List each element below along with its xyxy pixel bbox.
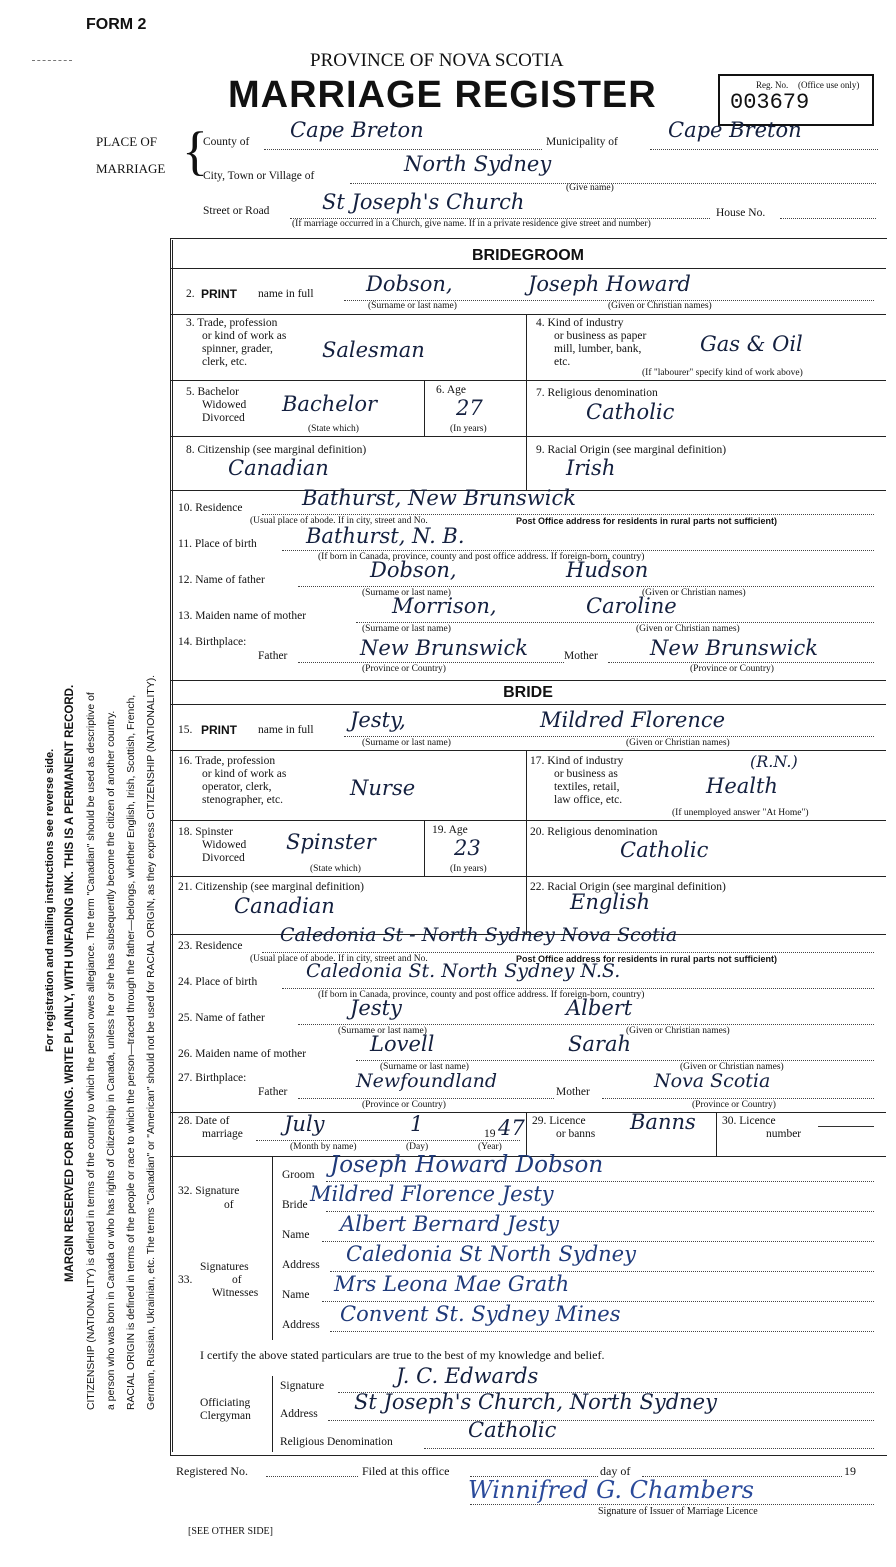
field-33-line-3: Witnesses: [212, 1287, 259, 1299]
sidebar-racial-1: RACIAL ORIGIN is defined in terms of the people or race to which the person—traced through the father—belongs, whether English, Irish, Scottish, French,: [126, 694, 137, 1410]
groom-given: Joseph Howard: [528, 272, 691, 296]
field-22-label: 22. Racial Origin (see marginal definition): [530, 881, 726, 893]
groom-father-birthplace: New Brunswick: [360, 636, 528, 660]
witness-1-address-label: Address: [282, 1259, 320, 1271]
field-19-label: 19. Age: [432, 824, 468, 836]
issuer-caption: Signature of Issuer of Marriage Licence: [598, 1506, 758, 1517]
bride-age: 23: [454, 836, 481, 860]
province-heading: PROVINCE OF NOVA SCOTIA: [310, 50, 564, 71]
field-11-caption: (If born in Canada, province, county and post office address. If foreign-born, country): [318, 552, 645, 562]
witness-1-name: Albert Bernard Jesty: [340, 1212, 559, 1236]
field-9-label: 9. Racial Origin (see marginal definition): [536, 444, 727, 456]
groom-trade: Salesman: [322, 338, 425, 362]
field-13-caption-b: (Given or Christian names): [636, 624, 740, 634]
reg-label: Reg. No.: [756, 80, 789, 90]
city-label: City, Town or Village of: [203, 170, 315, 182]
field-33-line-2: of: [232, 1274, 242, 1286]
field-5-line-1: 5. Bachelor: [186, 386, 240, 398]
groom-birthplace: Bathurst, N. B.: [306, 524, 465, 548]
groom-racial-origin: Irish: [566, 456, 616, 480]
field-14-father-label: Father: [258, 650, 288, 662]
scan-mark: [32, 60, 72, 61]
bride-status: Spinster: [286, 830, 376, 854]
bride-sig-label: Bride: [282, 1199, 308, 1211]
bride-mother-birthplace: Nova Scotia: [654, 1070, 771, 1092]
brace-glyph: {: [182, 121, 208, 181]
give-name-caption: (Give name): [566, 183, 614, 193]
field-13-label: 13. Maiden name of mother: [178, 610, 307, 622]
field-25-label: 25. Name of father: [178, 1012, 265, 1024]
field-17-line-3: textiles, retail,: [554, 781, 620, 793]
field-16-line-4: stenographer, etc.: [202, 794, 283, 806]
place-label-1: PLACE OF: [96, 134, 158, 149]
groom-age: 27: [456, 396, 483, 420]
field-2-label: name in full: [258, 288, 314, 300]
place-note: (If marriage occurred in a Church, give name. If in a private residence give street and number): [292, 219, 651, 229]
field-21-label: 21. Citizenship (see marginal definition): [178, 881, 364, 893]
field-16-line-2: or kind of work as: [202, 768, 287, 780]
sidebar-citizenship-1: CITIZENSHIP (NATIONALITY) is defined in terms of the country to which the person owes allegiance. The term "Canadian" should be used as descriptive of: [86, 692, 97, 1410]
section-bride: BRIDE: [503, 684, 553, 701]
field-4-line-1: 4. Kind of industry: [536, 317, 624, 329]
field-10-label: 10. Residence: [178, 502, 243, 514]
field-12-label: 12. Name of father: [178, 574, 265, 586]
page-title: MARRIAGE REGISTER: [228, 74, 657, 116]
section-bridegroom: BRIDEGROOM: [472, 247, 584, 264]
field-29-line-2: or banns: [556, 1128, 596, 1140]
officiating-line-1: Officiating: [200, 1397, 251, 1409]
groom-religion: Catholic: [586, 400, 675, 424]
marriage-year-prefix: 19: [484, 1128, 496, 1140]
footer-year-label: 19: [844, 1464, 856, 1478]
field-3-line-3: spinner, grader,: [202, 343, 273, 355]
field-17-line-1: 17. Kind of industry: [530, 755, 624, 767]
bride-given: Mildred Florence: [540, 708, 726, 732]
field-23-caption-a: (Usual place of abode. If in city, street and No.: [250, 954, 428, 964]
groom-given-caption: (Given or Christian names): [608, 301, 712, 311]
field-20-label: 20. Religious denomination: [530, 826, 658, 838]
groom-surname: Dobson,: [366, 272, 453, 296]
field-25-caption-a: (Surname or last name): [338, 1026, 427, 1036]
field-33-line-1: Signatures: [200, 1261, 249, 1273]
clergy-address: St Joseph's Church, North Sydney: [354, 1390, 717, 1414]
field-29-line-1: 29. Licence: [532, 1115, 586, 1127]
bride-surname-caption: (Surname or last name): [362, 738, 451, 748]
field-23-caption-b: Post Office address for residents in rural parts not sufficient): [516, 954, 778, 964]
marriage-month: July: [284, 1112, 325, 1136]
field-7-label: 7. Religious denomination: [536, 387, 658, 399]
field-26-caption-b: (Given or Christian names): [680, 1062, 784, 1072]
groom-sig-label: Groom: [282, 1169, 315, 1181]
field-14-mother-label: Mother: [564, 650, 598, 662]
field-6-label: 6. Age: [436, 384, 467, 396]
street-value: St Joseph's Church: [322, 190, 525, 214]
field-4-caption: (If "labourer" specify kind of work above): [642, 368, 803, 378]
field-16-line-1: 16. Trade, profession: [178, 755, 276, 767]
field-2-number: 2.: [186, 288, 195, 300]
field-16-line-3: operator, clerk,: [202, 781, 272, 793]
field-28-line-2: marriage: [202, 1128, 243, 1140]
field-12-caption-b: (Given or Christian names): [642, 588, 746, 598]
bride-mother-surname: Lovell: [370, 1032, 435, 1056]
bride-residence: Caledonia St - North Sydney Nova Scotia: [280, 924, 678, 946]
witness-1-name-label: Name: [282, 1229, 310, 1241]
county-label: County of: [203, 136, 250, 148]
city-value: North Sydney: [404, 152, 552, 176]
groom-mother-given: Caroline: [586, 594, 677, 618]
witness-2-name-label: Name: [282, 1289, 310, 1301]
witness-2-address-label: Address: [282, 1319, 320, 1331]
bride-birthplace: Caledonia St. North Sydney N.S.: [306, 960, 621, 982]
groom-age-caption: (In years): [450, 424, 487, 434]
field-3-line-1: 3. Trade, profession: [186, 317, 278, 329]
municipality-value: Cape Breton: [668, 118, 802, 142]
bride-trade: Nurse: [350, 776, 416, 800]
field-26-label: 26. Maiden name of mother: [178, 1048, 307, 1060]
field-18-line-1: 18. Spinster: [178, 826, 233, 838]
bride-given-caption: (Given or Christian names): [626, 738, 730, 748]
issuer-signature: Winnifred G. Chambers: [468, 1476, 754, 1504]
sidebar-citizenship-2: a person who was born in Canada or who has rights of Citizenship in Canada, unless he or she has subsequently become the citizen of another country.: [106, 710, 117, 1410]
county-value: Cape Breton: [290, 118, 424, 142]
field-4-line-2: or business as paper: [554, 330, 647, 342]
witness-2-address: Convent St. Sydney Mines: [340, 1302, 621, 1326]
bride-age-caption: (In years): [450, 864, 487, 874]
day-of-label: day of: [600, 1464, 631, 1478]
clergy-sig-label: Signature: [280, 1380, 325, 1392]
form-number: FORM 2: [86, 16, 147, 33]
field-33-number: 33.: [178, 1274, 193, 1286]
field-27-label: 27. Birthplace:: [178, 1072, 247, 1084]
groom-citizenship: Canadian: [228, 456, 329, 480]
field-28-line-1: 28. Date of: [178, 1115, 230, 1127]
sidebar-racial-2: German, Russian, Ukrainian, etc. The terms "Canadian" or "American" should not be used for RACIAL ORIGIN, as they express CITIZENSHIP (NATIONALITY).: [146, 674, 157, 1410]
bride-industry: Health: [706, 774, 778, 798]
field-27-caption-a: (Province or Country): [362, 1100, 446, 1110]
groom-residence: Bathurst, New Brunswick: [302, 486, 576, 510]
see-other-side: [SEE OTHER SIDE]: [188, 1526, 273, 1537]
field-4-line-3: mill, lumber, bank,: [554, 343, 642, 355]
reg-number-value: 003679: [730, 90, 810, 115]
field-32-line-1: 32. Signature: [178, 1185, 240, 1197]
municipality-label: Municipality of: [546, 136, 618, 148]
witness-1-address: Caledonia St North Sydney: [346, 1242, 636, 1266]
house-label: House No.: [716, 207, 766, 219]
bride-signature: Mildred Florence Jesty: [310, 1182, 554, 1206]
bride-father-given: Albert: [566, 996, 633, 1020]
office-use-note: (Office use only): [798, 80, 860, 90]
field-15-label: name in full: [258, 724, 314, 736]
field-17-line-4: law office, etc.: [554, 794, 623, 806]
sidebar-mailing: For registration and mailing instructions see reverse side.: [44, 748, 56, 1052]
place-label-2: MARRIAGE: [96, 161, 166, 176]
groom-father-surname: Dobson,: [370, 558, 457, 582]
bride-mother-given: Sarah: [568, 1032, 631, 1056]
groom-signature: Joseph Howard Dobson: [330, 1152, 604, 1178]
street-label: Street or Road: [203, 205, 270, 217]
clergy-denomination: Catholic: [468, 1418, 557, 1442]
certification-statement: I certify the above stated particulars are true to the best of my knowledge and belief.: [200, 1348, 605, 1362]
field-26-caption-a: (Surname or last name): [380, 1062, 469, 1072]
registered-no-label: Registered No.: [176, 1464, 248, 1478]
groom-mother-birthplace: New Brunswick: [650, 636, 818, 660]
field-5-line-2: Widowed: [202, 399, 247, 411]
field-17-line-2: or business as: [554, 768, 618, 780]
field-27-father-label: Father: [258, 1086, 288, 1098]
field-24-label: 24. Place of birth: [178, 976, 258, 988]
field-14-caption-a: (Province or Country): [362, 664, 446, 674]
field-27-mother-label: Mother: [556, 1086, 590, 1098]
field-13-caption-a: (Surname or last name): [362, 624, 451, 634]
field-27-caption-b: (Province or Country): [692, 1100, 776, 1110]
field-15-print: PRINT: [201, 723, 237, 737]
field-11-label: 11. Place of birth: [178, 538, 257, 550]
field-30-line-1: 30. Licence: [722, 1115, 776, 1127]
witness-2-name: Mrs Leona Mae Grath: [334, 1272, 570, 1296]
groom-father-given: Hudson: [566, 558, 649, 582]
groom-mother-surname: Morrison,: [392, 594, 497, 618]
field-12-caption-a: (Surname or last name): [362, 588, 451, 598]
field-8-label: 8. Citizenship (see marginal definition): [186, 444, 367, 456]
field-3-line-4: clerk, etc.: [202, 356, 248, 368]
officiating-line-2: Clergyman: [200, 1410, 251, 1422]
field-32-line-2: of: [224, 1199, 234, 1211]
month-caption: (Month by name): [290, 1142, 357, 1152]
field-24-caption: (If born in Canada, province, county and post office address. If foreign-born, country): [318, 990, 645, 1000]
field-4-line-4: etc.: [554, 356, 571, 368]
bride-industry-note: (R.N.): [750, 752, 798, 771]
field-5-line-3: Divorced: [202, 412, 245, 424]
year-caption: (Year): [478, 1142, 502, 1152]
field-14-caption-b: (Province or Country): [690, 664, 774, 674]
field-25-caption-b: (Given or Christian names): [626, 1026, 730, 1036]
marriage-day: 1: [410, 1112, 424, 1136]
bride-father-surname: Jesty: [350, 996, 402, 1020]
clergy-signature: J. C. Edwards: [396, 1364, 539, 1388]
marriage-year: 47: [498, 1116, 525, 1140]
clergy-address-label: Address: [280, 1408, 318, 1420]
bride-citizenship: Canadian: [234, 894, 335, 918]
field-2-print: PRINT: [201, 287, 237, 301]
field-23-label: 23. Residence: [178, 940, 243, 952]
bride-surname: Jesty,: [350, 708, 406, 732]
licence-or-banns-value: Banns: [630, 1110, 696, 1134]
bride-status-caption: (State which): [310, 864, 361, 874]
field-30-line-2: number: [766, 1128, 802, 1140]
field-10-caption-b: Post Office address for residents in rural parts not sufficient): [516, 516, 778, 526]
groom-surname-caption: (Surname or last name): [368, 301, 457, 311]
bride-racial-origin: English: [570, 890, 651, 914]
field-17-caption: (If unemployed answer "At Home"): [672, 808, 809, 818]
field-18-line-3: Divorced: [202, 852, 245, 864]
field-18-line-2: Widowed: [202, 839, 247, 851]
field-10-caption-a: (Usual place of abode. If in city, street and No.: [250, 516, 428, 526]
bride-religion: Catholic: [620, 838, 709, 862]
filed-label: Filed at this office: [362, 1464, 450, 1478]
clergy-denomination-label: Religious Denomination: [280, 1436, 393, 1448]
sidebar-binding: MARGIN RESERVED FOR BINDING. WRITE PLAINLY, WITH UNFADING INK. THIS IS A PERMANENT RECORD.: [64, 684, 76, 1282]
field-3-line-2: or kind of work as: [202, 330, 287, 342]
groom-industry: Gas & Oil: [700, 332, 803, 356]
day-caption: (Day): [406, 1142, 429, 1152]
field-15-number: 15.: [178, 724, 193, 736]
groom-status: Bachelor: [282, 392, 378, 416]
bride-father-birthplace: Newfoundland: [356, 1070, 498, 1092]
groom-status-caption: (State which): [308, 424, 359, 434]
field-14-label: 14. Birthplace:: [178, 636, 247, 648]
